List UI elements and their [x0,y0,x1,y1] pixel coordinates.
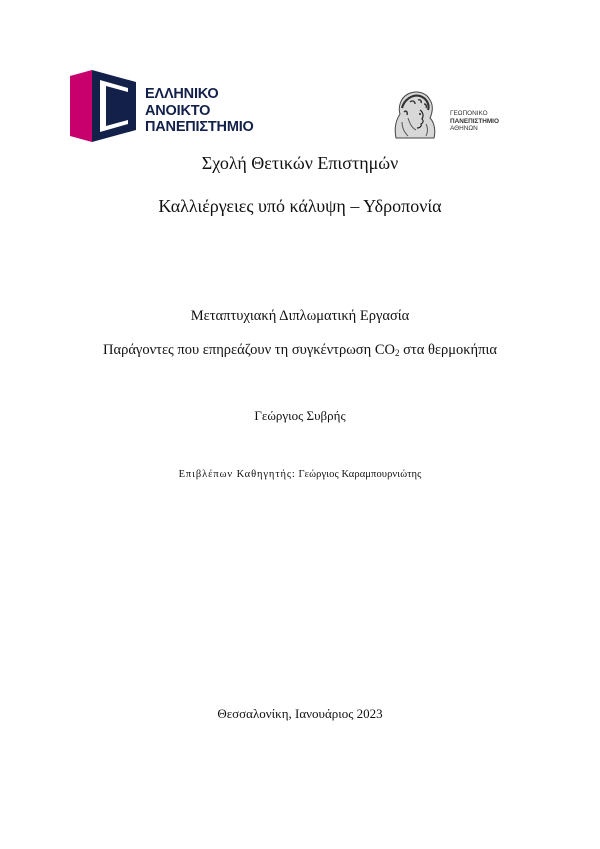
aua-logo-text [450,110,499,133]
thesis-title-subscript: 2 [394,348,400,358]
supervisor-name: Γεώργιος Καραμπουρνιώτης [295,469,422,480]
supervisor-line [0,469,600,480]
classical-head-emblem-icon [390,88,440,140]
eap-logo-line-2: ΑΝΟΙΚΤΟ [145,102,211,119]
eap-emblem-icon [70,70,136,142]
eap-logo-text [145,86,254,136]
author-name: Γεώργιος Συβρής [254,408,346,423]
aua-logo-line-1: ΓΕΩΠΟΝΙΚΟ [450,110,488,117]
eap-logo-line-3: ΠΑΝΕΠΙΣΤΗΜΙΟ [145,119,254,135]
thesis-title [0,342,600,359]
place-and-date: Θεσσαλονίκη, Ιανουάριος 2023 [217,706,383,721]
aua-logo-line-3: ΑΘΗΝΩΝ [450,125,478,133]
thesis-title-end: στα θερμοκήπια [399,342,497,358]
supervisor-label: Επιβλέπων Καθηγητής: [178,469,296,480]
eap-logo [70,70,270,144]
thesis-type: Μεταπτυχιακή Διπλωματική Εργασία [190,308,410,324]
school-name: Σχολή Θετικών Επιστημών [201,153,399,173]
eap-logo-line-1: ΕΛΛΗΝΙΚΟ [145,86,219,102]
program-name: Καλλιέργειες υπό κάλυψη – Υδροπονία [158,196,442,216]
aua-logo-line-2: ΠΑΝΕΠΙΣΤΗΜΙΟ [450,117,499,125]
thesis-title-main: Παράγοντες που επηρεάζουν τη συγκέντρωση CO [103,342,395,358]
aua-logo [390,88,530,140]
